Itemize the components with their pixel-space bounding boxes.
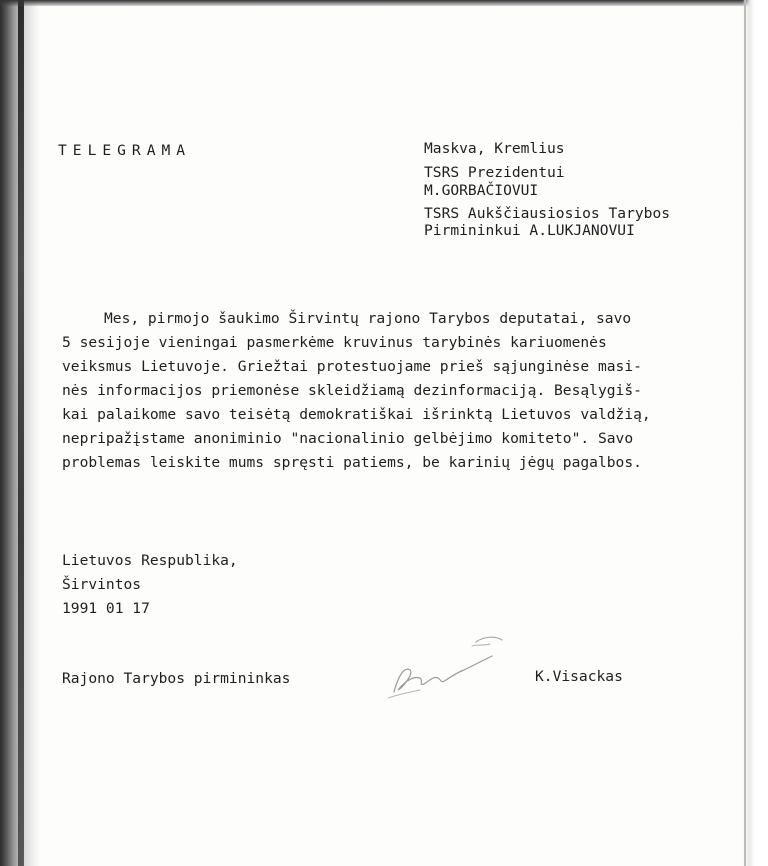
recipient-line-4: TSRS Aukščiausiosios Tarybos xyxy=(424,205,671,222)
signatory-name: K.Visackas xyxy=(535,668,623,685)
recipient-line-2: TSRS Prezidentui xyxy=(424,164,565,181)
body-line-7: problemas leiskite mums spręsti patiems, be karinių jėgų pagalbos. xyxy=(62,454,642,471)
handwritten-signature xyxy=(380,632,510,702)
body-line-1: Mes, pirmojo šaukimo Širvintų rajono Tarybos deputatai, savo xyxy=(104,310,632,327)
place-line-2: Širvintos xyxy=(62,576,142,593)
recipient-line-3: M.GORBAČIOVUI xyxy=(424,182,539,199)
right-page-border xyxy=(744,0,746,866)
recipient-line-1: Maskva, Kremlius xyxy=(424,140,565,157)
body-line-3: veiksmus Lietuvoje. Griežtai protestuojame prieš sąjunginėse masi- xyxy=(62,358,642,375)
place-line-1: Lietuvos Respublika, xyxy=(62,552,238,569)
top-scan-edge xyxy=(0,0,768,6)
body-line-6: nepripažįstame anoniminio "nacionalinio gelbėjimo komiteto". Savo xyxy=(62,430,634,447)
body-line-4: nės informacijos priemonėse skleidžiamą dezinformaciją. Besąlygiš- xyxy=(62,382,642,399)
body-line-2: 5 sesijoje vieningai pasmerkėme kruvinus tarybinės kariuomenės xyxy=(62,334,607,351)
telegram-title: TELEGRAMA xyxy=(58,142,192,159)
binding-edge xyxy=(18,0,24,866)
body-line-5: kai palaikome savo teisėtą demokratiškai išrinktą Lietuvos valdžią, xyxy=(62,406,651,423)
signatory-position: Rajono Tarybos pirmininkas xyxy=(62,670,291,687)
document-date: 1991 01 17 xyxy=(62,600,150,617)
recipient-line-5: Pirmininkui A.LUKJANOVUI xyxy=(424,222,635,239)
